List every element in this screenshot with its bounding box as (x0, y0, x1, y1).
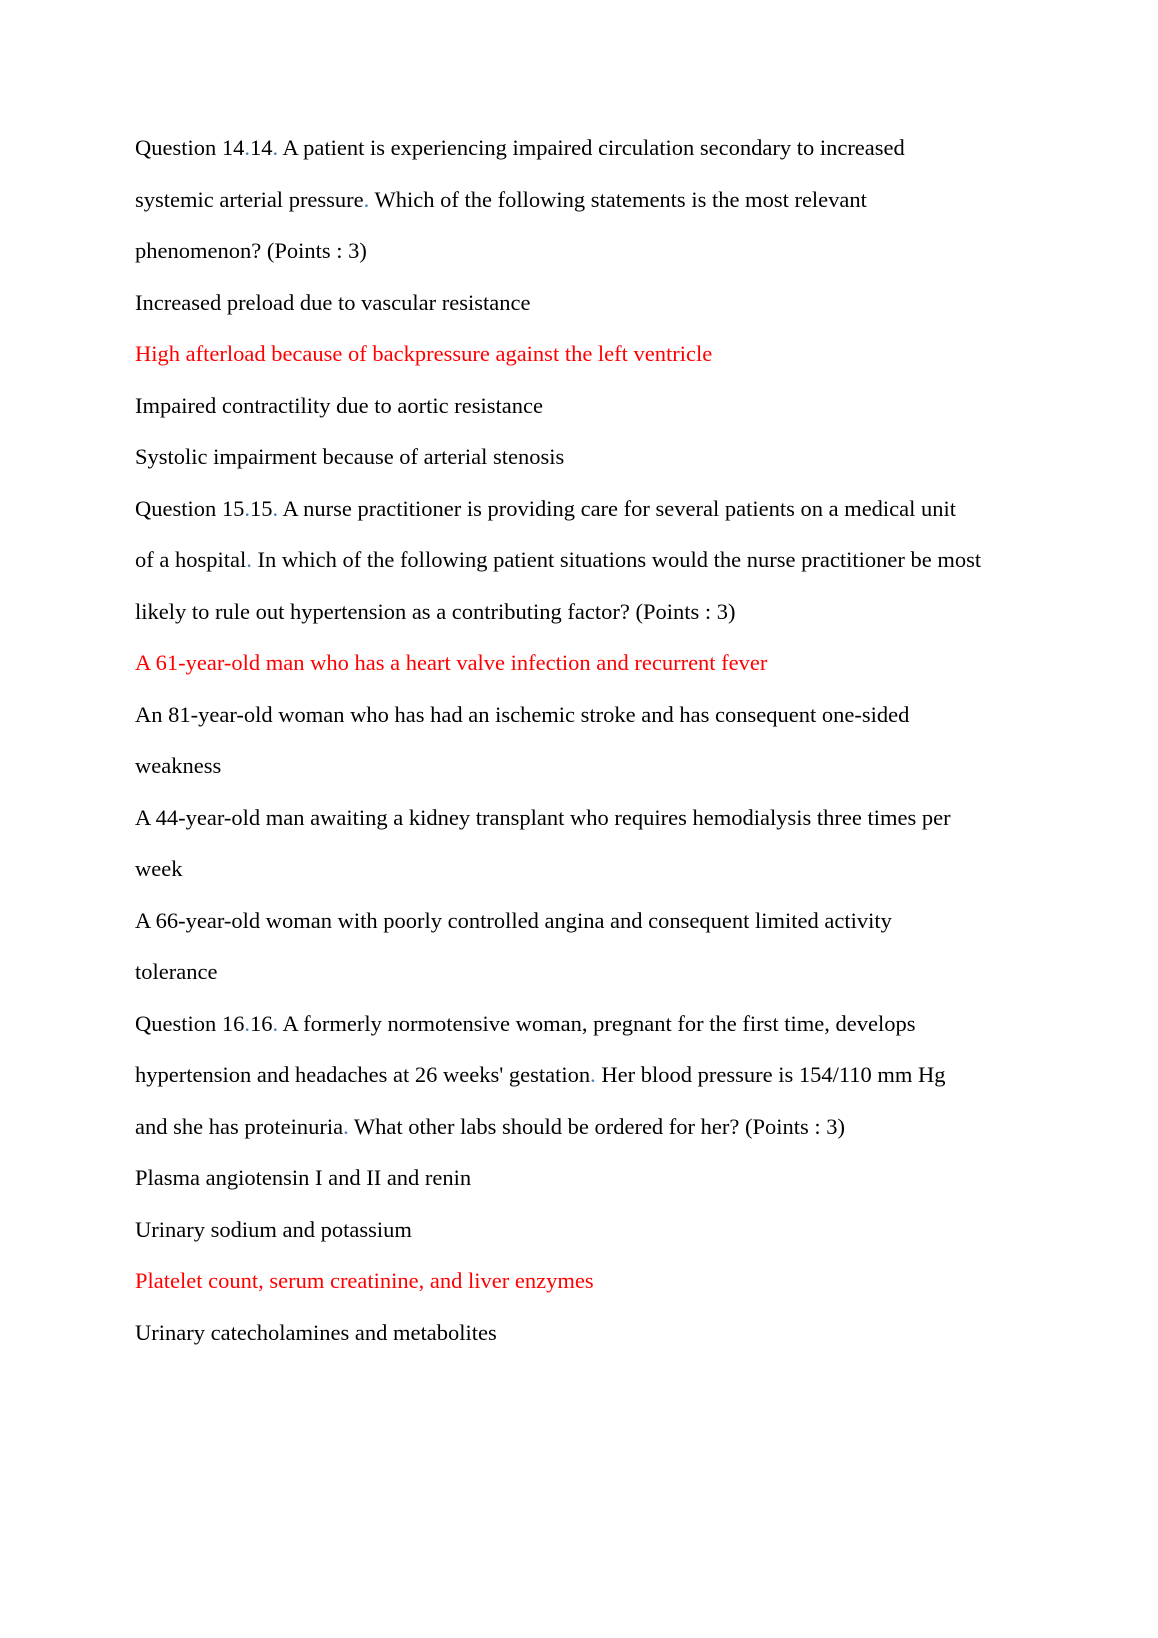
text-segment: In which of the following patient situations would the nurse practitioner be most (251, 547, 982, 572)
question-16-stem-line-2 (135, 1049, 1040, 1101)
period-mark: . (272, 495, 279, 521)
text-segment: Question 16 (135, 1010, 245, 1036)
period-mark: . (244, 1010, 250, 1036)
question-16-stem-line-1 (135, 998, 1040, 1050)
question-16-option-1 (135, 1152, 1040, 1204)
question-16-stem-line-3 (135, 1101, 1040, 1153)
text-segment: phenomenon? (Points : 3) (135, 238, 367, 263)
period-mark: . (244, 135, 250, 160)
text-segment: A formerly normotensive woman, pregnant for the first time, develops (278, 1010, 916, 1036)
text-segment: Which of the following statements is the most relevant (369, 186, 867, 212)
question-14-option-4 (135, 431, 1040, 483)
text-segment: weakness (135, 753, 222, 778)
answer-text-segment: High afterload because of backpressure against the left ventricle (135, 341, 713, 366)
text-segment: Question 14 (135, 135, 245, 160)
question-16-option-4 (135, 1307, 1040, 1359)
answer-text-segment: A 61-year-old man who has a heart valve infection and recurrent fever (135, 650, 768, 675)
text-segment: week (135, 856, 183, 881)
text-segment: tolerance (135, 959, 218, 984)
document-text-body (135, 122, 1040, 1358)
text-segment: Systolic impairment because of arterial stenosis (135, 444, 565, 469)
text-segment: 14 (250, 135, 273, 160)
question-15-option-3-line-1 (135, 792, 1040, 844)
text-segment: A 66-year-old woman with poorly controlled angina and consequent limited activity (135, 907, 892, 933)
question-14-option-1 (135, 277, 1040, 329)
text-segment: Her blood pressure is 154/110 mm Hg (595, 1062, 946, 1087)
question-15-stem-line-2 (135, 534, 1040, 586)
question-15-stem-line-1 (135, 483, 1040, 535)
text-segment: Impaired contractility due to aortic resistance (135, 392, 543, 418)
text-segment: Urinary sodium and potassium (135, 1216, 412, 1242)
text-segment: 16 (250, 1010, 273, 1036)
period-mark: . (272, 1010, 279, 1036)
text-segment: of a hospital (135, 547, 247, 572)
question-15-option-2-line-1 (135, 689, 1040, 741)
text-segment: A nurse practitioner is providing care for several patients on a medical unit (278, 495, 957, 521)
text-segment: Urinary catecholamines and metabolites (135, 1319, 497, 1345)
text-segment: 15 (250, 495, 273, 521)
answer-text-segment: Platelet count, serum creatinine, and liver enzymes (135, 1268, 594, 1293)
text-segment: A 44-year-old man awaiting a kidney transplant who requires hemodialysis three times per (135, 804, 951, 830)
question-15-option-4-line-1 (135, 895, 1040, 947)
text-segment: and she has proteinuria (135, 1113, 344, 1139)
text-segment: Question 15 (135, 495, 245, 521)
question-16-option-2 (135, 1204, 1040, 1256)
period-mark: . (590, 1062, 596, 1087)
period-mark: . (272, 135, 279, 160)
question-14-stem-line-1 (135, 122, 1040, 174)
text-segment: likely to rule out hypertension as a contributing factor? (Points : 3) (135, 598, 736, 624)
question-15-option-3-line-2 (135, 843, 1040, 895)
text-segment: What other labs should be ordered for her? (Points : 3) (348, 1113, 846, 1139)
question-15-stem-line-3 (135, 586, 1040, 638)
text-segment: hypertension and headaches at 26 weeks' gestation (135, 1062, 591, 1087)
period-mark: . (363, 186, 370, 212)
period-mark: . (246, 547, 252, 572)
question-15-option-4-line-2 (135, 946, 1040, 998)
question-14-stem-line-3 (135, 225, 1040, 277)
question-14-stem-line-2 (135, 174, 1040, 226)
question-15-correct-answer (135, 637, 1040, 689)
question-15-option-2-line-2 (135, 740, 1040, 792)
question-14-option-3 (135, 380, 1040, 432)
question-14-correct-answer (135, 328, 1040, 380)
period-mark: . (343, 1113, 349, 1139)
text-segment: An 81-year-old woman who has had an ischemic stroke and has consequent one-sided (135, 701, 910, 727)
text-segment: A patient is experiencing impaired circulation secondary to increased (278, 135, 905, 160)
text-segment: Plasma angiotensin I and II and renin (135, 1165, 472, 1190)
text-segment: systemic arterial pressure (135, 186, 364, 212)
question-16-correct-answer (135, 1255, 1040, 1307)
period-mark: . (244, 495, 250, 521)
text-segment: Increased preload due to vascular resistance (135, 289, 531, 315)
